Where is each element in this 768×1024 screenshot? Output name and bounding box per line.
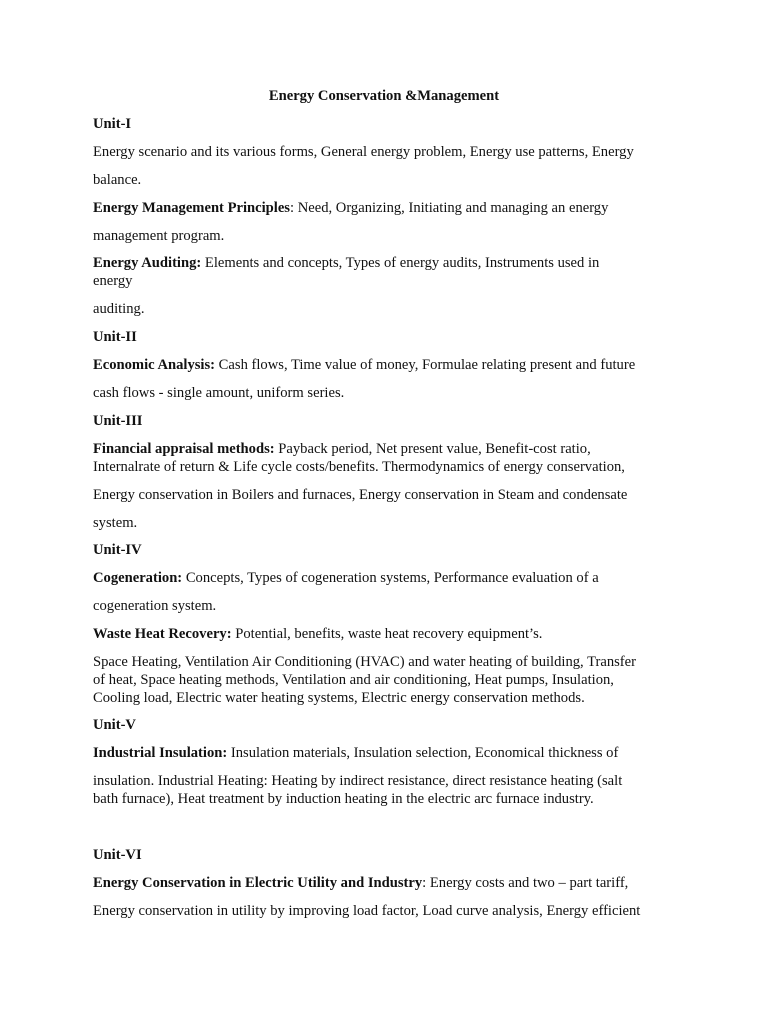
unit-1-heading: Unit-I <box>93 116 132 132</box>
unit-4-heading: Unit-IV <box>93 542 142 558</box>
energy-management-principles-term: Energy Management Principles <box>93 200 290 216</box>
unit-3-paragraph-1-line-2: Internalrate of return & Life cycle costs/benefits. Thermodynamics of energy conservation, <box>93 459 625 475</box>
unit-4-paragraph-2-line-1 <box>93 625 683 643</box>
waste-heat-recovery-text: Potential, benefits, waste heat recovery equipment’s. <box>231 626 543 642</box>
unit-2-paragraph-1-line-1 <box>93 356 683 374</box>
unit-1-paragraph-2-line-2: management program. <box>93 228 225 244</box>
unit-5-paragraph-1-line-1 <box>93 744 683 762</box>
unit-2-heading: Unit-II <box>93 329 137 345</box>
unit-1-paragraph-3-line-1 <box>93 254 683 272</box>
industrial-insulation-text: Insulation materials, Insulation selection, Economical thickness of <box>227 745 619 761</box>
unit-3-paragraph-1-line-3: Energy conservation in Boilers and furnaces, Energy conservation in Steam and condensate <box>93 487 628 503</box>
unit-5-paragraph-1-line-3: bath furnace), Heat treatment by induction heating in the electric arc furnace industry. <box>93 791 594 807</box>
unit-4-paragraph-3-line-2: of heat, Space heating methods, Ventilation and air conditioning, Heat pumps, Insulation, <box>93 672 614 688</box>
cogeneration-text: Concepts, Types of cogeneration systems, Performance evaluation of a <box>182 570 599 586</box>
industrial-insulation-term: Industrial Insulation: <box>93 745 228 761</box>
unit-6-heading: Unit-VI <box>93 847 142 863</box>
unit-5-paragraph-1-line-2: insulation. Industrial Heating: Heating by indirect resistance, direct resistance heating (salt <box>93 773 623 789</box>
unit-1-paragraph-1-line-1: Energy scenario and its various forms, General energy problem, Energy use patterns, Energy <box>93 144 634 160</box>
unit-1-paragraph-3-line-2: energy <box>93 273 133 289</box>
waste-heat-recovery-term: Waste Heat Recovery: <box>93 626 232 642</box>
energy-auditing-text: Elements and concepts, Types of energy audits, Instruments used in <box>201 255 600 271</box>
unit-1-paragraph-2-line-1 <box>93 199 683 217</box>
unit-4-paragraph-3-line-3: Cooling load, Electric water heating systems, Electric energy conservation methods. <box>93 690 585 706</box>
unit-2-paragraph-1-line-2: cash flows - single amount, uniform series. <box>93 385 345 401</box>
unit-6-paragraph-1-line-1 <box>93 874 683 892</box>
unit-1-paragraph-3-line-3: auditing. <box>93 301 145 317</box>
energy-conservation-electric-utility-text: : Energy costs and two – part tariff, <box>422 875 629 891</box>
economic-analysis-text: Cash flows, Time value of money, Formulae relating present and future <box>215 357 636 373</box>
unit-4-paragraph-1-line-2: cogeneration system. <box>93 598 217 614</box>
unit-3-heading: Unit-III <box>93 413 143 429</box>
energy-management-principles-text: : Need, Organizing, Initiating and managing an energy <box>290 200 609 216</box>
document-title: Energy Conservation &Management <box>268 88 500 104</box>
unit-3-paragraph-1-line-1 <box>93 440 683 458</box>
unit-4-paragraph-1-line-1 <box>93 569 683 587</box>
unit-4-paragraph-3-line-1: Space Heating, Ventilation Air Conditioning (HVAC) and water heating of building, Transfer <box>93 654 637 670</box>
financial-appraisal-methods-text: Payback period, Net present value, Benefit-cost ratio, <box>274 441 591 457</box>
unit-6-paragraph-1-line-2: Energy conservation in utility by improving load factor, Load curve analysis, Energy efficient <box>93 903 641 919</box>
financial-appraisal-methods-term: Financial appraisal methods: <box>93 441 275 457</box>
unit-1-paragraph-1-line-2: balance. <box>93 172 142 188</box>
economic-analysis-term: Economic Analysis: <box>93 357 216 373</box>
unit-5-heading: Unit-V <box>93 717 136 733</box>
unit-3-paragraph-1-line-4: system. <box>93 515 138 531</box>
cogeneration-term: Cogeneration: <box>93 570 183 586</box>
energy-conservation-electric-utility-term: Energy Conservation in Electric Utility and Industry <box>93 875 423 891</box>
energy-auditing-term: Energy Auditing: <box>93 255 202 271</box>
